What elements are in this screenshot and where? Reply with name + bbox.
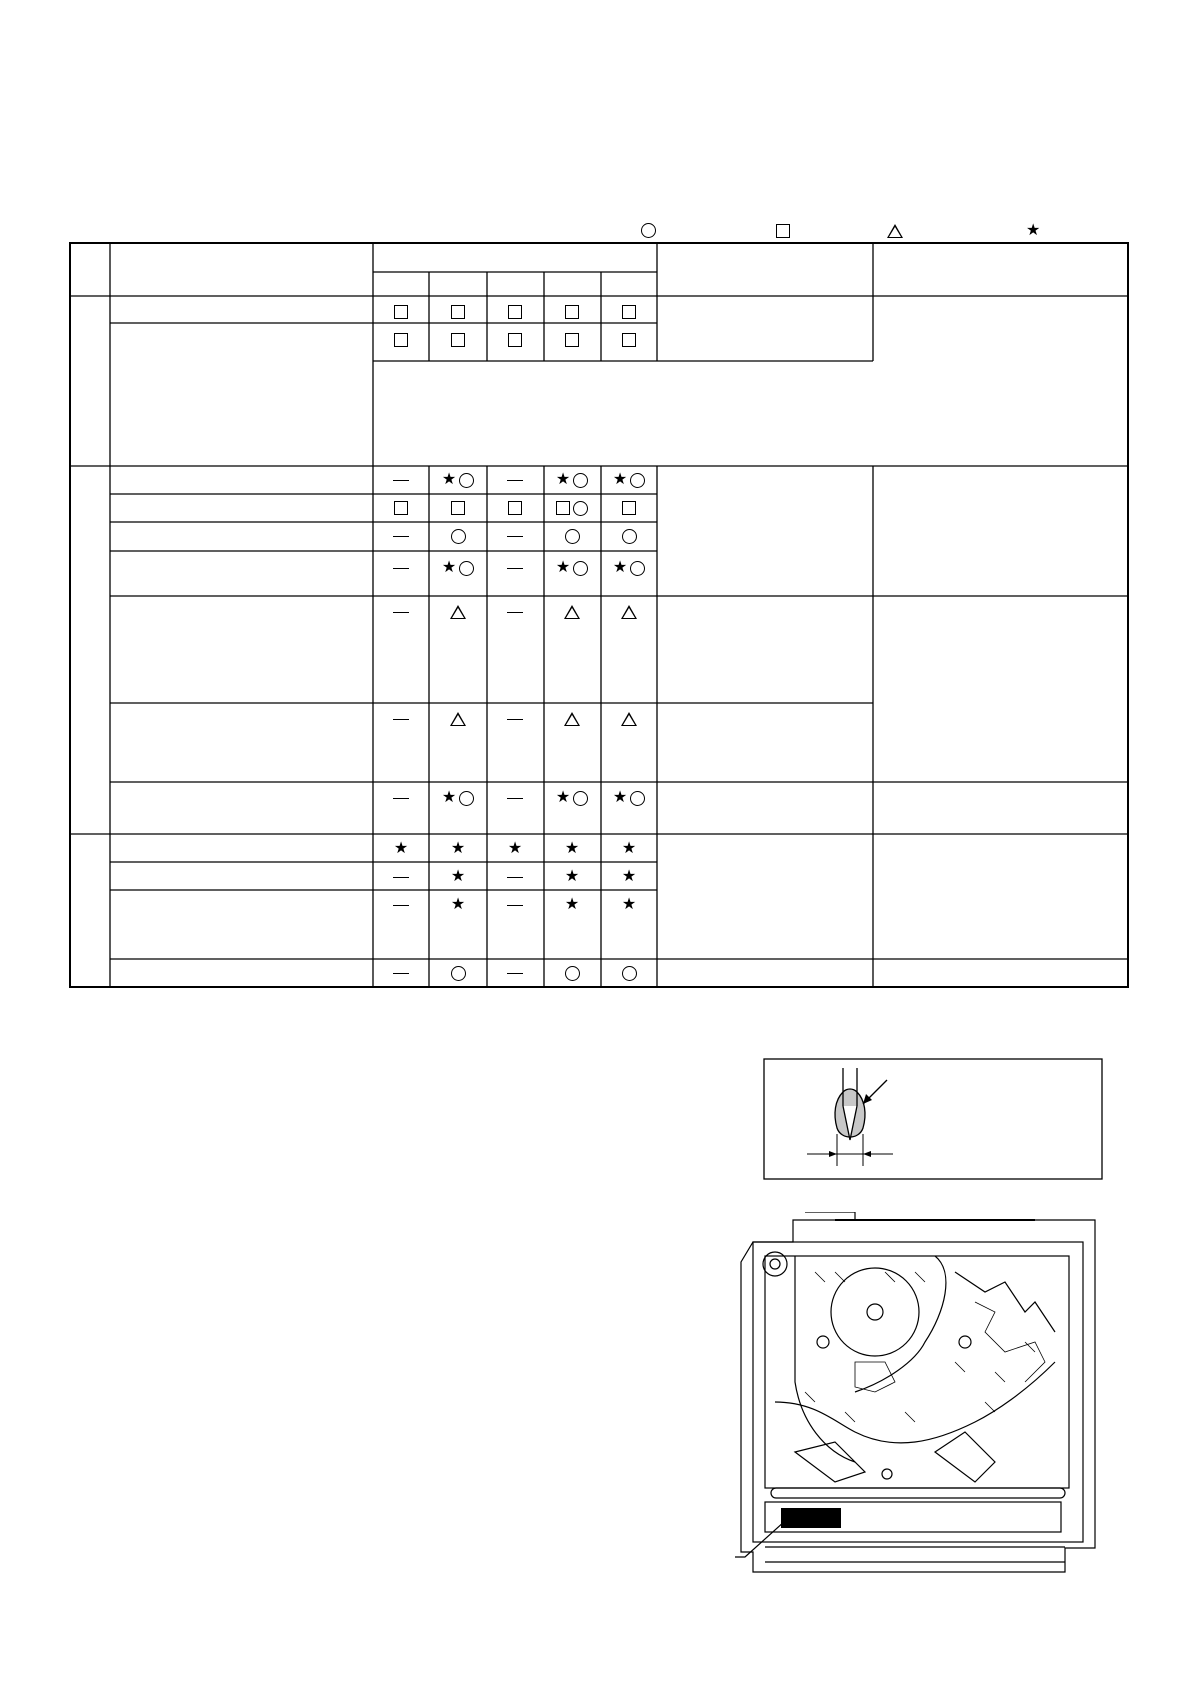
dash-icon xyxy=(393,480,409,481)
dash-icon xyxy=(507,973,523,974)
legend-triangle xyxy=(887,220,903,242)
table-cell xyxy=(373,302,429,322)
circle-icon xyxy=(573,561,588,576)
legend-circle xyxy=(641,220,656,242)
dash-icon xyxy=(393,536,409,537)
star-icon: ★ xyxy=(555,559,571,576)
circle-icon xyxy=(573,791,588,806)
table-cell xyxy=(544,788,600,808)
table-cell xyxy=(544,498,600,518)
square-icon xyxy=(451,501,465,515)
dash-icon xyxy=(393,905,409,906)
screwdriver-tip-icon xyxy=(763,1058,1103,1181)
square-icon xyxy=(565,305,579,319)
star-icon: ★ xyxy=(441,789,457,806)
triangle-icon xyxy=(887,224,903,238)
table-cell xyxy=(373,709,429,729)
table-cell xyxy=(487,839,543,859)
dash-icon xyxy=(507,480,523,481)
table-cell xyxy=(487,867,543,887)
dash-icon xyxy=(507,877,523,878)
table-cell xyxy=(487,558,543,578)
star-icon: ★ xyxy=(450,840,466,857)
star-icon: ★ xyxy=(1026,221,1041,239)
table-cell xyxy=(487,709,543,729)
table-cell xyxy=(430,867,486,887)
star-icon: ★ xyxy=(450,896,466,913)
table-cell xyxy=(373,867,429,887)
star-icon: ★ xyxy=(393,840,409,857)
table-cell xyxy=(544,895,600,915)
circle-icon xyxy=(459,561,474,576)
table-cell xyxy=(601,526,657,546)
star-icon: ★ xyxy=(612,471,628,488)
table-cell xyxy=(544,709,600,729)
table-cell xyxy=(373,558,429,578)
triangle-icon xyxy=(621,605,637,619)
circle-icon xyxy=(451,966,466,981)
table-cell xyxy=(601,895,657,915)
table-cell xyxy=(601,788,657,808)
star-icon: ★ xyxy=(612,559,628,576)
table-cell xyxy=(373,526,429,546)
circle-icon xyxy=(641,223,656,238)
star-icon: ★ xyxy=(564,840,580,857)
circle-icon xyxy=(565,529,580,544)
legend-star xyxy=(1026,220,1040,242)
dash-icon xyxy=(393,612,409,613)
table-cell xyxy=(373,895,429,915)
table-cell xyxy=(487,602,543,622)
table-cell xyxy=(544,526,600,546)
triangle-icon xyxy=(564,605,580,619)
dash-icon xyxy=(393,973,409,974)
square-icon xyxy=(508,501,522,515)
square-icon xyxy=(394,305,408,319)
table-cell xyxy=(601,867,657,887)
table-cell xyxy=(430,602,486,622)
table-cell xyxy=(601,302,657,322)
table-cell xyxy=(430,558,486,578)
star-icon: ★ xyxy=(564,896,580,913)
square-icon xyxy=(451,305,465,319)
circle-icon xyxy=(630,791,645,806)
table-cell xyxy=(430,788,486,808)
table-cell xyxy=(601,470,657,490)
dash-icon xyxy=(507,536,523,537)
circle-icon xyxy=(451,529,466,544)
table-cell xyxy=(544,558,600,578)
triangle-icon xyxy=(564,712,580,726)
dash-icon xyxy=(507,719,523,720)
table-cell xyxy=(487,498,543,518)
square-icon xyxy=(394,333,408,347)
table-cell xyxy=(544,867,600,887)
dash-icon xyxy=(393,568,409,569)
triangle-icon xyxy=(621,712,637,726)
square-icon xyxy=(556,501,570,515)
dash-icon xyxy=(507,798,523,799)
table-cell xyxy=(430,709,486,729)
table-cell xyxy=(601,963,657,983)
circle-icon xyxy=(622,529,637,544)
table-cell xyxy=(430,302,486,322)
circle-icon xyxy=(573,473,588,488)
table-cell xyxy=(373,470,429,490)
table-cell xyxy=(487,963,543,983)
table-cell xyxy=(601,839,657,859)
square-icon xyxy=(565,333,579,347)
table-cell xyxy=(601,330,657,350)
circle-icon xyxy=(630,473,645,488)
circle-icon xyxy=(573,501,588,516)
square-icon xyxy=(451,333,465,347)
star-icon: ★ xyxy=(555,789,571,806)
table-cell xyxy=(373,330,429,350)
circle-icon xyxy=(459,473,474,488)
table-cell xyxy=(601,558,657,578)
dash-icon xyxy=(393,877,409,878)
table-cell xyxy=(544,839,600,859)
star-icon: ★ xyxy=(507,840,523,857)
table-cell xyxy=(487,895,543,915)
table-cell xyxy=(544,602,600,622)
table-cell xyxy=(373,498,429,518)
square-icon xyxy=(394,501,408,515)
circle-icon xyxy=(459,791,474,806)
star-icon: ★ xyxy=(441,471,457,488)
star-icon: ★ xyxy=(621,868,637,885)
triangle-icon xyxy=(450,605,466,619)
star-icon: ★ xyxy=(450,868,466,885)
table-cell xyxy=(430,963,486,983)
table-cell xyxy=(487,788,543,808)
star-icon: ★ xyxy=(621,896,637,913)
circle-icon xyxy=(565,966,580,981)
star-icon: ★ xyxy=(441,559,457,576)
table-cell xyxy=(544,963,600,983)
square-icon xyxy=(508,305,522,319)
star-icon: ★ xyxy=(621,840,637,857)
table-cell xyxy=(373,839,429,859)
star-icon: ★ xyxy=(612,789,628,806)
square-icon xyxy=(508,333,522,347)
table-cell xyxy=(487,302,543,322)
table-cell xyxy=(373,963,429,983)
dash-icon xyxy=(393,719,409,720)
dash-icon xyxy=(393,798,409,799)
circle-icon xyxy=(630,561,645,576)
star-icon: ★ xyxy=(555,471,571,488)
table-cell xyxy=(487,330,543,350)
legend-square xyxy=(776,220,790,242)
table-cell xyxy=(430,330,486,350)
table-cell xyxy=(430,526,486,546)
square-icon xyxy=(776,224,790,238)
table-cell xyxy=(430,498,486,518)
dash-icon xyxy=(507,612,523,613)
dash-icon xyxy=(507,568,523,569)
star-icon: ★ xyxy=(564,868,580,885)
dash-icon xyxy=(507,905,523,906)
table-cell xyxy=(544,302,600,322)
table-cell xyxy=(373,602,429,622)
table-cell xyxy=(430,839,486,859)
table-cell xyxy=(544,470,600,490)
table-cell xyxy=(487,470,543,490)
table-cell xyxy=(601,498,657,518)
circle-icon xyxy=(622,966,637,981)
table-cell xyxy=(487,526,543,546)
square-icon xyxy=(622,501,636,515)
table-cell xyxy=(544,330,600,350)
square-icon xyxy=(622,333,636,347)
table-cell xyxy=(373,788,429,808)
table-cell xyxy=(601,602,657,622)
cd-mechanism-icon xyxy=(735,1212,1097,1580)
table-cell xyxy=(430,895,486,915)
table-cell xyxy=(430,470,486,490)
table-cell xyxy=(601,709,657,729)
square-icon xyxy=(622,305,636,319)
triangle-icon xyxy=(450,712,466,726)
